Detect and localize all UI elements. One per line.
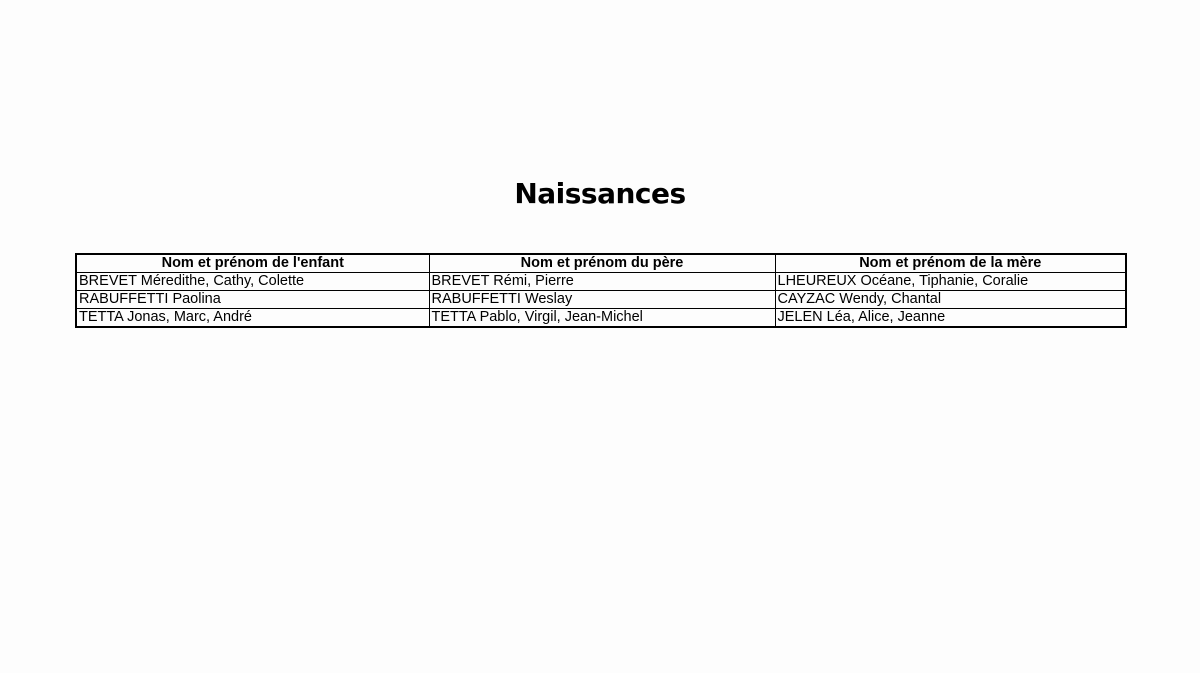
table-header-row — [76, 254, 1126, 273]
cell-mother: JELEN Léa, Alice, Jeanne — [775, 309, 1126, 328]
cell-child: TETTA Jonas, Marc, André — [76, 309, 429, 328]
births-table — [75, 253, 1127, 328]
column-header-father: Nom et prénom du père — [429, 254, 775, 273]
cell-father: RABUFFETTI Weslay — [429, 291, 775, 309]
table-row — [76, 291, 1126, 309]
cell-child: BREVET Méredithe, Cathy, Colette — [76, 273, 429, 291]
table-row — [76, 273, 1126, 291]
cell-child: RABUFFETTI Paolina — [76, 291, 429, 309]
table-row — [76, 309, 1126, 328]
cell-mother: CAYZAC Wendy, Chantal — [775, 291, 1126, 309]
cell-father: TETTA Pablo, Virgil, Jean-Michel — [429, 309, 775, 328]
page-title: Naissances — [514, 177, 686, 210]
column-header-child: Nom et prénom de l'enfant — [76, 254, 429, 273]
column-header-mother: Nom et prénom de la mère — [775, 254, 1126, 273]
cell-mother: LHEUREUX Océane, Tiphanie, Coralie — [775, 273, 1126, 291]
cell-father: BREVET Rémi, Pierre — [429, 273, 775, 291]
